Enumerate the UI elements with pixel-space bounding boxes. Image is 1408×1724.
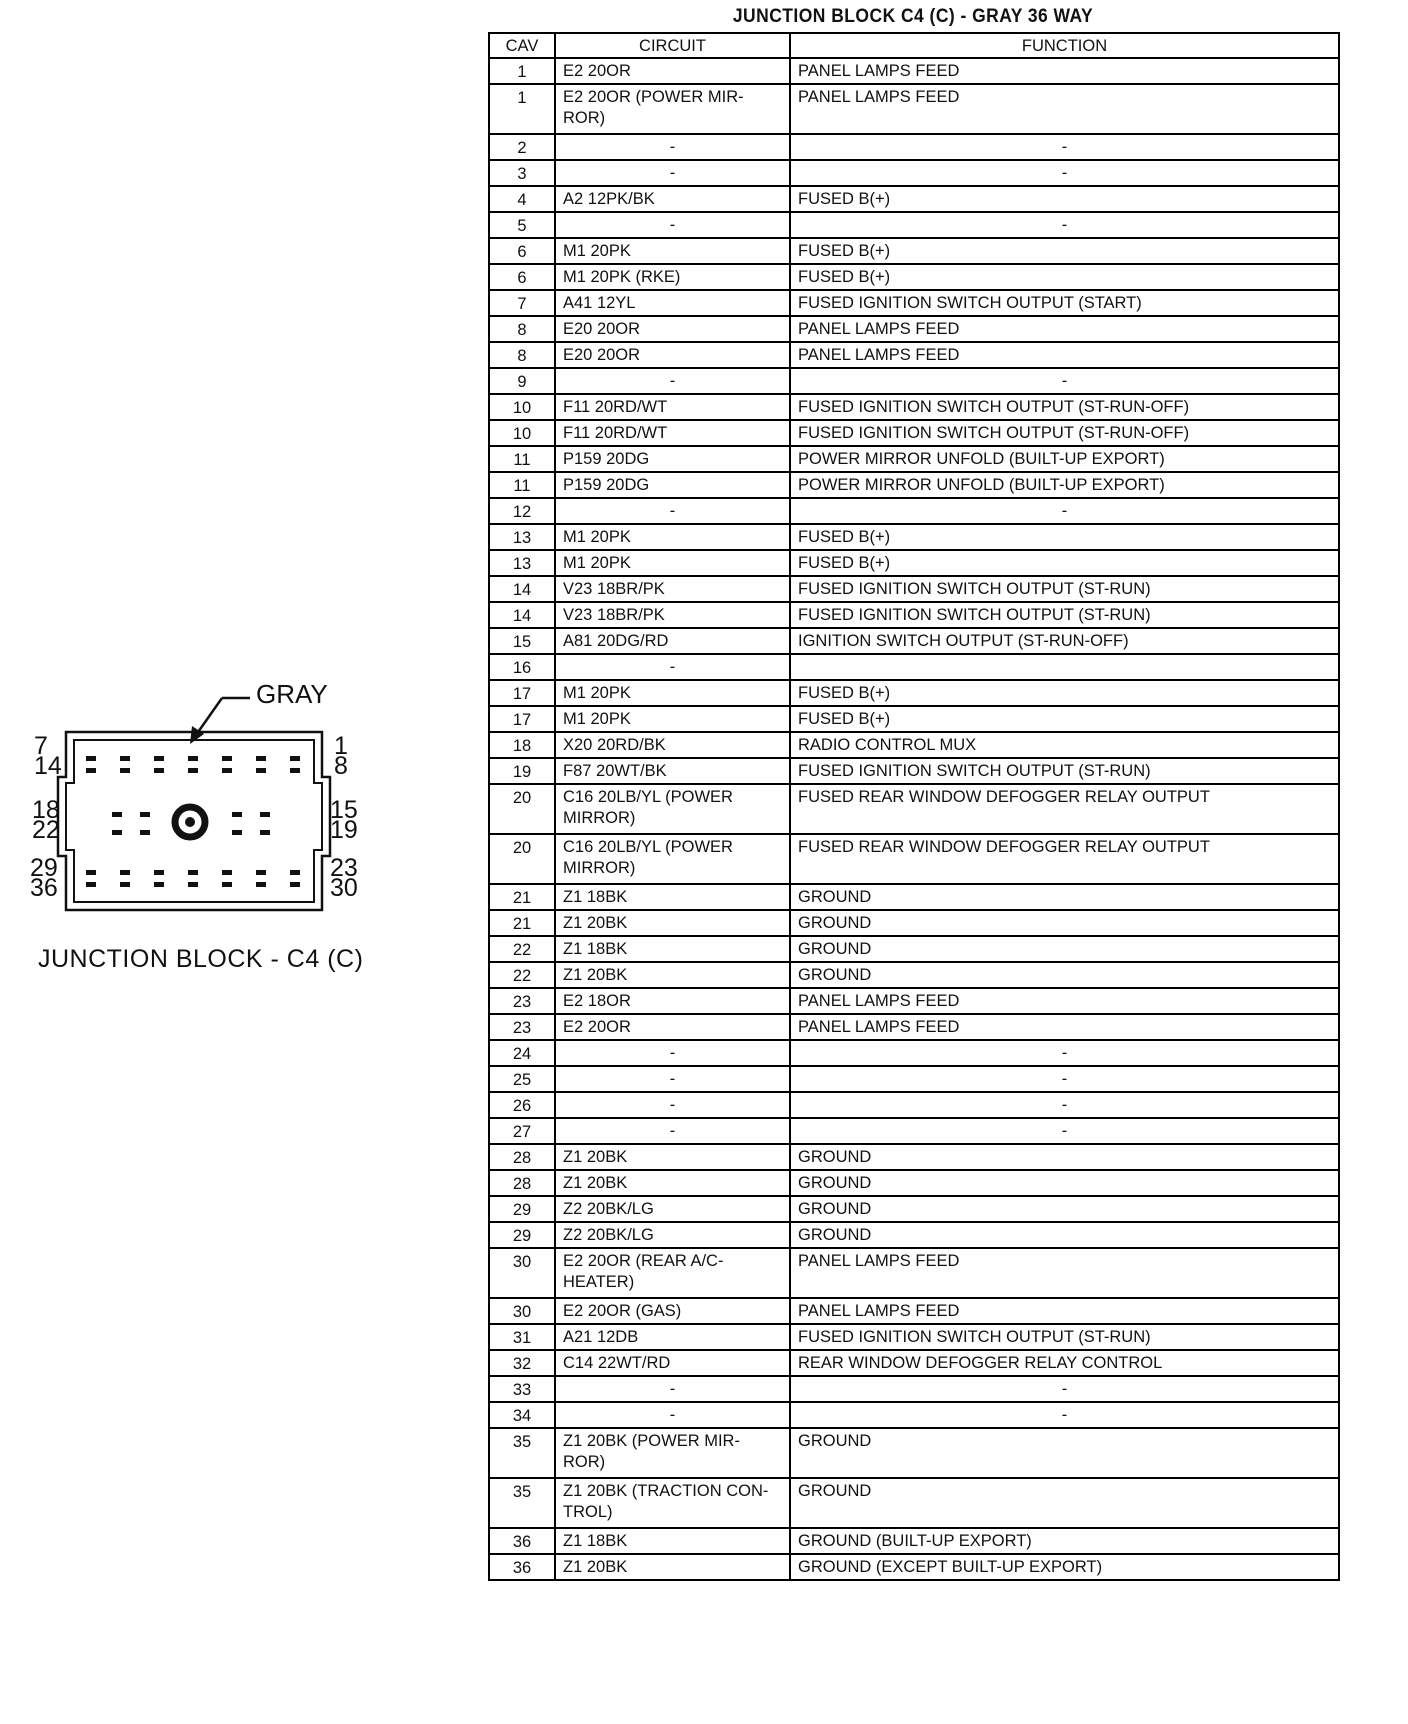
top-pin-row <box>86 756 300 773</box>
cell-cav: 32 <box>489 1350 555 1376</box>
cell-cav: 9 <box>489 368 555 394</box>
table-row <box>489 1222 1339 1248</box>
pinout-table <box>488 32 1340 1581</box>
cell-circuit: M1 20PK <box>555 524 790 550</box>
cell-cav: 11 <box>489 446 555 472</box>
cell-function: GROUND <box>790 1428 1339 1478</box>
table-row <box>489 1248 1339 1298</box>
cell-circuit: C16 20LB/YL (POWER MIRROR) <box>555 834 790 884</box>
table-row <box>489 238 1339 264</box>
cell-circuit: E20 20OR <box>555 316 790 342</box>
cell-function: - <box>790 1066 1339 1092</box>
cell-circuit: Z1 18BK <box>555 936 790 962</box>
table-row <box>489 654 1339 680</box>
table-row <box>489 628 1339 654</box>
cell-function: POWER MIRROR UNFOLD (BUILT-UP EXPORT) <box>790 446 1339 472</box>
cell-function: GROUND <box>790 936 1339 962</box>
cell-function: GROUND <box>790 1222 1339 1248</box>
table-row <box>489 160 1339 186</box>
cell-function: FUSED REAR WINDOW DEFOGGER RELAY OUTPUT <box>790 834 1339 884</box>
cell-function: FUSED IGNITION SWITCH OUTPUT (START) <box>790 290 1339 316</box>
cell-function: PANEL LAMPS FEED <box>790 1248 1339 1298</box>
pin-label-1: 1 <box>334 732 348 760</box>
cell-function: - <box>790 1118 1339 1144</box>
cell-function: GROUND <box>790 1196 1339 1222</box>
cell-cav: 36 <box>489 1528 555 1554</box>
cell-function: FUSED IGNITION SWITCH OUTPUT (ST-RUN-OFF) <box>790 394 1339 420</box>
connector-caption: JUNCTION BLOCK - C4 (C) <box>38 945 364 973</box>
cell-circuit: F11 20RD/WT <box>555 420 790 446</box>
cell-cav: 17 <box>489 680 555 706</box>
cell-function: PANEL LAMPS FEED <box>790 58 1339 84</box>
cell-cav: 29 <box>489 1196 555 1222</box>
table-row <box>489 1170 1339 1196</box>
cell-function: - <box>790 368 1339 394</box>
table-row <box>489 186 1339 212</box>
pin-label-8: 8 <box>334 752 348 780</box>
cell-circuit: A81 20DG/RD <box>555 628 790 654</box>
cell-cav: 13 <box>489 550 555 576</box>
table-row <box>489 498 1339 524</box>
cell-circuit: M1 20PK <box>555 238 790 264</box>
cell-cav: 6 <box>489 238 555 264</box>
cell-circuit: - <box>555 654 790 680</box>
cell-cav: 31 <box>489 1324 555 1350</box>
table-row <box>489 576 1339 602</box>
cell-circuit: - <box>555 1066 790 1092</box>
cell-cav: 8 <box>489 316 555 342</box>
cell-function: FUSED B(+) <box>790 524 1339 550</box>
cell-circuit: E2 18OR <box>555 988 790 1014</box>
cell-circuit: M1 20PK <box>555 680 790 706</box>
table-row <box>489 1144 1339 1170</box>
cell-circuit: E2 20OR (REAR A/C-HEATER) <box>555 1248 790 1298</box>
table-row <box>489 1350 1339 1376</box>
cell-function: GROUND <box>790 1144 1339 1170</box>
cell-circuit: P159 20DG <box>555 446 790 472</box>
cell-function: - <box>790 1040 1339 1066</box>
cell-circuit: M1 20PK <box>555 706 790 732</box>
cell-cav: 28 <box>489 1144 555 1170</box>
cell-cav: 25 <box>489 1066 555 1092</box>
cell-circuit: Z1 20BK <box>555 1170 790 1196</box>
table-row <box>489 706 1339 732</box>
cell-cav: 11 <box>489 472 555 498</box>
table-row <box>489 834 1339 884</box>
cell-cav: 35 <box>489 1478 555 1528</box>
cell-cav: 21 <box>489 910 555 936</box>
cell-function: PANEL LAMPS FEED <box>790 316 1339 342</box>
pin-label-15: 15 <box>330 796 358 824</box>
cell-function: FUSED IGNITION SWITCH OUTPUT (ST-RUN) <box>790 1324 1339 1350</box>
cell-cav: 8 <box>489 342 555 368</box>
cell-function: - <box>790 1092 1339 1118</box>
cell-function: - <box>790 160 1339 186</box>
gray-arrow-shaft <box>196 698 222 735</box>
table-row <box>489 1428 1339 1478</box>
cell-cav: 5 <box>489 212 555 238</box>
cell-circuit: E2 20OR (GAS) <box>555 1298 790 1324</box>
cell-function: PANEL LAMPS FEED <box>790 342 1339 368</box>
cell-circuit: Z1 20BK <box>555 1554 790 1580</box>
cell-circuit: Z1 18BK <box>555 1528 790 1554</box>
cell-circuit: V23 18BR/PK <box>555 576 790 602</box>
cell-circuit: Z1 18BK <box>555 884 790 910</box>
cell-circuit: - <box>555 1040 790 1066</box>
cell-cav: 6 <box>489 264 555 290</box>
cell-circuit: E2 20OR (POWER MIR-ROR) <box>555 84 790 134</box>
cell-function: GROUND <box>790 910 1339 936</box>
cell-cav: 34 <box>489 1402 555 1428</box>
cell-cav: 26 <box>489 1092 555 1118</box>
cell-function: PANEL LAMPS FEED <box>790 1298 1339 1324</box>
cell-function: PANEL LAMPS FEED <box>790 988 1339 1014</box>
cell-circuit: Z2 20BK/LG <box>555 1196 790 1222</box>
table-row <box>489 212 1339 238</box>
table-row <box>489 1478 1339 1528</box>
cell-cav: 16 <box>489 654 555 680</box>
cell-function: FUSED IGNITION SWITCH OUTPUT (ST-RUN) <box>790 758 1339 784</box>
pin-label-36: 36 <box>30 874 58 902</box>
table-row <box>489 342 1339 368</box>
cell-circuit: C16 20LB/YL (POWER MIRROR) <box>555 784 790 834</box>
cell-cav: 30 <box>489 1298 555 1324</box>
table-row <box>489 758 1339 784</box>
cell-circuit: A21 12DB <box>555 1324 790 1350</box>
cell-function: RADIO CONTROL MUX <box>790 732 1339 758</box>
table-row <box>489 1324 1339 1350</box>
cell-circuit: Z1 20BK <box>555 962 790 988</box>
cell-circuit: Z1 20BK <box>555 910 790 936</box>
table-row <box>489 988 1339 1014</box>
cell-cav: 22 <box>489 962 555 988</box>
cell-function: GROUND <box>790 884 1339 910</box>
table-row <box>489 680 1339 706</box>
cell-function: PANEL LAMPS FEED <box>790 1014 1339 1040</box>
cell-cav: 18 <box>489 732 555 758</box>
header-circuit: CIRCUIT <box>555 33 790 58</box>
cell-function: GROUND <box>790 1478 1339 1528</box>
cell-function: FUSED B(+) <box>790 238 1339 264</box>
cell-function: FUSED B(+) <box>790 550 1339 576</box>
table-row <box>489 134 1339 160</box>
cell-cav: 1 <box>489 84 555 134</box>
cell-cav: 35 <box>489 1428 555 1478</box>
cell-cav: 10 <box>489 394 555 420</box>
cell-circuit: - <box>555 1402 790 1428</box>
cell-function: REAR WINDOW DEFOGGER RELAY CONTROL <box>790 1350 1339 1376</box>
table-row <box>489 1196 1339 1222</box>
cell-circuit: Z1 20BK <box>555 1144 790 1170</box>
cell-cav: 12 <box>489 498 555 524</box>
pin-label-18: 18 <box>32 796 60 824</box>
header-function: FUNCTION <box>790 33 1339 58</box>
table-row <box>489 550 1339 576</box>
pin-label-19: 19 <box>330 816 358 844</box>
cell-function: FUSED B(+) <box>790 264 1339 290</box>
cell-cav: 4 <box>489 186 555 212</box>
cell-function: FUSED REAR WINDOW DEFOGGER RELAY OUTPUT <box>790 784 1339 834</box>
cell-cav: 36 <box>489 1554 555 1580</box>
cell-cav: 7 <box>489 290 555 316</box>
cell-function: - <box>790 212 1339 238</box>
cell-cav: 14 <box>489 576 555 602</box>
cell-cav: 24 <box>489 1040 555 1066</box>
cell-function: - <box>790 1376 1339 1402</box>
table-row <box>489 368 1339 394</box>
pin-label-22: 22 <box>32 816 60 844</box>
cell-cav: 23 <box>489 988 555 1014</box>
cell-circuit: Z2 20BK/LG <box>555 1222 790 1248</box>
cell-cav: 20 <box>489 784 555 834</box>
cell-circuit: C14 22WT/RD <box>555 1350 790 1376</box>
cell-circuit: - <box>555 134 790 160</box>
cell-circuit: A41 12YL <box>555 290 790 316</box>
table-row <box>489 1376 1339 1402</box>
cell-circuit: E20 20OR <box>555 342 790 368</box>
cell-circuit: V23 18BR/PK <box>555 602 790 628</box>
table-row <box>489 1402 1339 1428</box>
cell-circuit: A2 12PK/BK <box>555 186 790 212</box>
cell-function: POWER MIRROR UNFOLD (BUILT-UP EXPORT) <box>790 472 1339 498</box>
cell-cav: 13 <box>489 524 555 550</box>
cell-cav: 27 <box>489 1118 555 1144</box>
cell-circuit: X20 20RD/BK <box>555 732 790 758</box>
cell-circuit: - <box>555 212 790 238</box>
table-row <box>489 1298 1339 1324</box>
cell-function: IGNITION SWITCH OUTPUT (ST-RUN-OFF) <box>790 628 1339 654</box>
cell-circuit: - <box>555 1118 790 1144</box>
table-row <box>489 1040 1339 1066</box>
cell-circuit: E2 20OR <box>555 1014 790 1040</box>
cell-function: FUSED B(+) <box>790 680 1339 706</box>
cell-circuit: P159 20DG <box>555 472 790 498</box>
cell-function: GROUND (EXCEPT BUILT-UP EXPORT) <box>790 1554 1339 1580</box>
cell-function: FUSED B(+) <box>790 186 1339 212</box>
table-row <box>489 1066 1339 1092</box>
cell-cav: 22 <box>489 936 555 962</box>
pin-label-14: 14 <box>34 752 62 780</box>
cell-function: FUSED IGNITION SWITCH OUTPUT (ST-RUN) <box>790 602 1339 628</box>
cell-cav: 19 <box>489 758 555 784</box>
cell-circuit: - <box>555 1376 790 1402</box>
table-row <box>489 936 1339 962</box>
table-row <box>489 602 1339 628</box>
table-row <box>489 446 1339 472</box>
cell-function: FUSED IGNITION SWITCH OUTPUT (ST-RUN) <box>790 576 1339 602</box>
table-row <box>489 784 1339 834</box>
table-title: JUNCTION BLOCK C4 (C) - GRAY 36 WAY <box>732 6 1094 27</box>
pin-label-30: 30 <box>330 874 358 902</box>
table-row <box>489 264 1339 290</box>
table-row <box>489 1528 1339 1554</box>
table-row <box>489 84 1339 134</box>
table-row <box>489 394 1339 420</box>
table-row <box>489 316 1339 342</box>
cell-function: GROUND <box>790 962 1339 988</box>
table-row <box>489 732 1339 758</box>
cell-cav: 3 <box>489 160 555 186</box>
table-row <box>489 58 1339 84</box>
cell-cav: 10 <box>489 420 555 446</box>
table-row <box>489 910 1339 936</box>
table-header-row <box>489 33 1339 58</box>
pin-label-7: 7 <box>34 732 48 760</box>
cell-function: FUSED IGNITION SWITCH OUTPUT (ST-RUN-OFF) <box>790 420 1339 446</box>
connector-color-label: GRAY <box>256 679 328 709</box>
table-row <box>489 524 1339 550</box>
cell-circuit: Z1 20BK (TRACTION CON-TROL) <box>555 1478 790 1528</box>
cell-circuit: - <box>555 368 790 394</box>
table-row <box>489 1554 1339 1580</box>
cell-circuit: E2 20OR <box>555 58 790 84</box>
table-row <box>489 962 1339 988</box>
cell-circuit: - <box>555 1092 790 1118</box>
cell-function: FUSED B(+) <box>790 706 1339 732</box>
table-row <box>489 884 1339 910</box>
cell-circuit: Z1 20BK (POWER MIR-ROR) <box>555 1428 790 1478</box>
cell-function: GROUND <box>790 1170 1339 1196</box>
table-row <box>489 290 1339 316</box>
cell-cav: 17 <box>489 706 555 732</box>
cell-cav: 20 <box>489 834 555 884</box>
table-row <box>489 1092 1339 1118</box>
table-row <box>489 472 1339 498</box>
cell-cav: 29 <box>489 1222 555 1248</box>
table-row <box>489 1014 1339 1040</box>
cell-cav: 2 <box>489 134 555 160</box>
bottom-pin-row <box>86 870 300 887</box>
cell-function: GROUND (BUILT-UP EXPORT) <box>790 1528 1339 1554</box>
cell-function: PANEL LAMPS FEED <box>790 84 1339 134</box>
cell-function: - <box>790 498 1339 524</box>
cell-circuit: F11 20RD/WT <box>555 394 790 420</box>
cell-circuit: F87 20WT/BK <box>555 758 790 784</box>
header-cav: CAV <box>489 33 555 58</box>
cell-function: - <box>790 1402 1339 1428</box>
cell-function: - <box>790 134 1339 160</box>
table-row <box>489 420 1339 446</box>
table-row <box>489 1118 1339 1144</box>
center-bolt-hub <box>185 817 195 827</box>
pin-label-29: 29 <box>30 854 58 882</box>
cell-cav: 33 <box>489 1376 555 1402</box>
cell-cav: 21 <box>489 884 555 910</box>
cell-circuit: - <box>555 160 790 186</box>
cell-cav: 15 <box>489 628 555 654</box>
cell-function <box>790 654 1339 680</box>
cell-cav: 14 <box>489 602 555 628</box>
cell-cav: 23 <box>489 1014 555 1040</box>
cell-circuit: M1 20PK <box>555 550 790 576</box>
pin-label-23: 23 <box>330 854 358 882</box>
cell-cav: 30 <box>489 1248 555 1298</box>
cell-cav: 28 <box>489 1170 555 1196</box>
cell-circuit: M1 20PK (RKE) <box>555 264 790 290</box>
cell-cav: 1 <box>489 58 555 84</box>
cell-circuit: - <box>555 498 790 524</box>
